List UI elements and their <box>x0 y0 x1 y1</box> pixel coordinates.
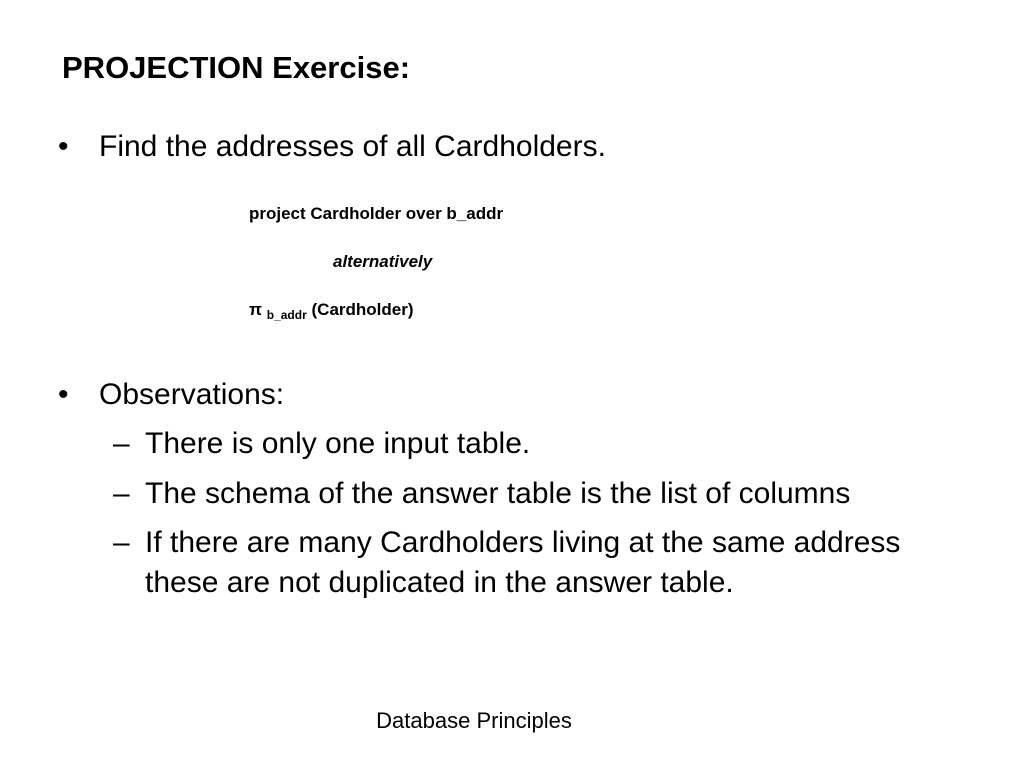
formula-project-statement: project Cardholder over b_addr <box>249 204 504 223</box>
formula-relational-algebra <box>249 298 414 322</box>
relation-name: (Cardholder) <box>311 300 414 319</box>
formula-alternatively: alternatively <box>333 252 433 271</box>
sub-bullet-text: If there are many Cardholders living at the same address these are not duplicated in the answer table. <box>145 526 901 599</box>
bullet-text: Observations: <box>99 378 285 411</box>
bullet-marker: • <box>58 130 69 163</box>
footer-course-name: Database Principles <box>376 708 572 733</box>
bullet-find-addresses <box>58 127 606 167</box>
sub-bullet-answer-schema <box>113 474 1013 514</box>
projection-subscript: b_addr <box>266 308 307 322</box>
dash-marker: – <box>113 477 130 510</box>
sub-bullet-no-duplicates <box>113 523 963 603</box>
dash-marker: – <box>113 526 130 559</box>
slide-title: PROJECTION Exercise: <box>62 50 411 85</box>
sub-bullet-text: The schema of the answer table is the list of columns <box>145 477 851 510</box>
bullet-text: Find the addresses of all Cardholders. <box>99 130 606 163</box>
sub-bullet-one-input-table <box>113 424 933 464</box>
bullet-marker: • <box>58 378 69 411</box>
dash-marker: – <box>113 427 130 460</box>
pi-symbol: π <box>249 300 263 319</box>
sub-bullet-text: There is only one input table. <box>145 427 531 460</box>
bullet-observations <box>58 375 284 415</box>
